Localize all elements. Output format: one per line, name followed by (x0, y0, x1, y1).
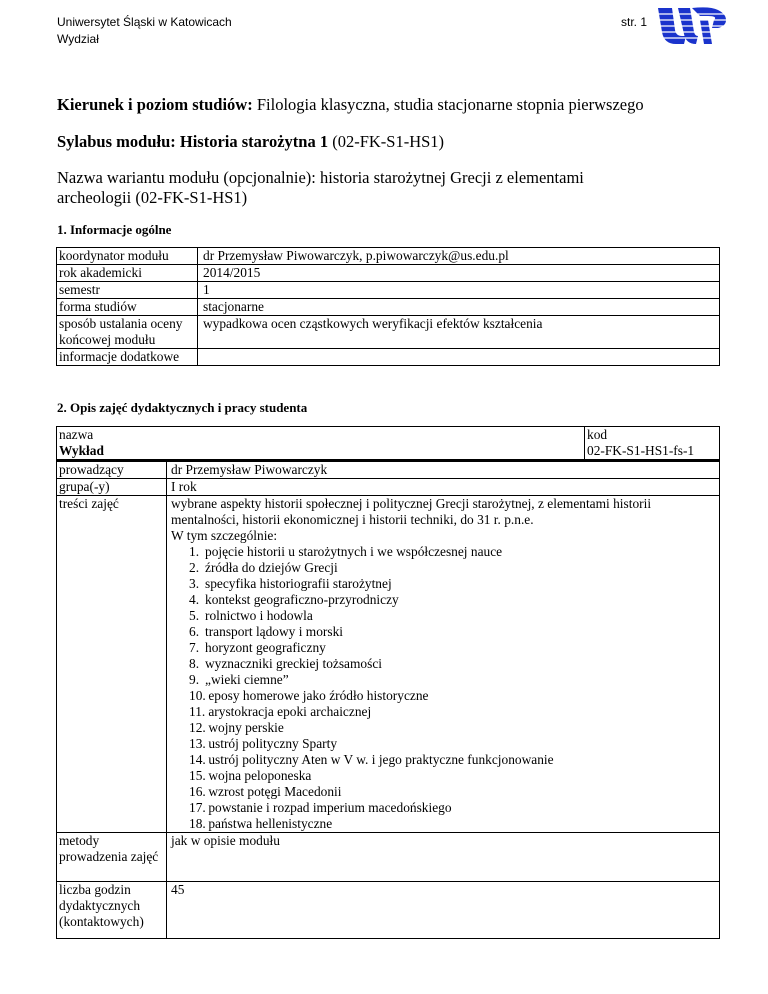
list-item: 14. ustrój polityczny Aten w V w. i jego praktyczne funkcjonowanie (189, 752, 554, 767)
table-row (57, 882, 720, 939)
methods-value: jak w opisie modułu (167, 833, 720, 882)
content-value (167, 496, 720, 833)
course-description-table (56, 426, 720, 939)
faculty-name: Wydział (57, 32, 99, 46)
row-value: 1 (198, 282, 720, 299)
list-item: 12. wojny perskie (189, 720, 284, 735)
list-item: 8. wyznaczniki greckiej tożsamości (189, 656, 382, 671)
list-item: 10. eposy homerowe jako źródło historyczne (189, 688, 429, 703)
page-header-left (57, 14, 232, 48)
row-value: dr Przemysław Piwowarczyk, p.piwowarczyk@us.edu.pl (198, 248, 720, 265)
course-name-value: Wykład (59, 443, 104, 458)
course-name-cell (57, 427, 585, 461)
course-code-cell (585, 427, 720, 461)
course-code-value: 02-FK-S1-HS1-fs-1 (587, 443, 695, 458)
list-item: 3. specyfika historiografii starożytnej (189, 576, 392, 591)
table-row (57, 496, 720, 833)
row-key: rok akademicki (57, 265, 198, 282)
general-info-table (56, 247, 720, 366)
list-item: 1. pojęcie historii u starożytnych i we współczesnej nauce (189, 544, 503, 559)
course-name-label: nazwa (59, 427, 94, 442)
row-value: 2014/2015 (198, 265, 720, 282)
table-row (57, 299, 720, 316)
content-label: treści zajęć (57, 496, 167, 833)
list-item: 11. arystokracja epoki archaicznej (189, 704, 372, 719)
table-row (57, 479, 720, 496)
study-field-line: Kierunek i poziom studiów: Filologia klasyczna, studia stacjonarne stopnia pierwszego (57, 95, 644, 114)
row-value: wypadkowa ocen cząstkowych weryfikacji efektów kształcenia (198, 316, 720, 349)
row-key: sposób ustalania oceny końcowej modułu (57, 316, 198, 349)
methods-label: metody prowadzenia zajęć (57, 833, 167, 882)
table-row (57, 349, 720, 366)
row-key: informacje dodatkowe (57, 349, 198, 366)
row-key: semestr (57, 282, 198, 299)
university-name: Uniwersytet Śląski w Katowicach (57, 15, 232, 29)
university-logo-icon (656, 6, 728, 48)
variant-name-line-1: Nazwa wariantu modułu (opcjonalnie): historia starożytnej Grecji z elementami (57, 168, 584, 187)
group-value: I rok (167, 479, 720, 496)
content-intro: wybrane aspekty historii społecznej i politycznej Grecji starożytnej, z elementami historii mentalności, historii ekonomicznej i historii techniki, do 31 r. p.n.e. (171, 496, 652, 527)
list-item: 5. rolnictwo i hodowla (189, 608, 313, 623)
table-row (57, 427, 720, 461)
hours-value: 45 (167, 882, 720, 939)
group-label: grupa(-y) (57, 479, 167, 496)
page-number: str. 1 (621, 15, 648, 29)
list-item: 15. wojna peloponeska (189, 768, 312, 783)
table-row (57, 248, 720, 265)
list-item: 13. ustrój polityczny Sparty (189, 736, 338, 751)
list-item: 16. wzrost potęgi Macedonii (189, 784, 342, 799)
course-code-label: kod (587, 427, 608, 442)
list-item: 2. źródła do dziejów Grecji (189, 560, 338, 575)
list-item: 9. „wieki ciemne” (189, 672, 289, 687)
content-sub: W tym szczególnie: (171, 528, 278, 543)
module-syllabus-line: Sylabus modułu: Historia starożytna 1 (02-FK-S1-HS1) (57, 132, 445, 151)
list-item: 7. horyzont geograficzny (189, 640, 326, 655)
hours-label: liczba godzin dydaktycznych (kontaktowych) (57, 882, 167, 939)
table-row (57, 833, 720, 882)
table-row (57, 265, 720, 282)
lecturer-label: prowadzący (57, 461, 167, 479)
variant-name-line-2: archeologii (02-FK-S1-HS1) (57, 188, 248, 207)
row-value (198, 349, 720, 366)
row-key: koordynator modułu (57, 248, 198, 265)
list-item: 18. państwa hellenistyczne (189, 816, 333, 831)
topics-list (171, 544, 717, 832)
list-item: 6. transport lądowy i morski (189, 624, 343, 639)
row-key: forma studiów (57, 299, 198, 316)
section-2-title: 2. Opis zajęć dydaktycznych i pracy studenta (57, 400, 308, 415)
table-row (57, 282, 720, 299)
lecturer-value: dr Przemysław Piwowarczyk (167, 461, 720, 479)
table-row (57, 461, 720, 479)
row-value: stacjonarne (198, 299, 720, 316)
list-item: 17. powstanie i rozpad imperium macedońskiego (189, 800, 452, 815)
list-item: 4. kontekst geograficzno-przyrodniczy (189, 592, 399, 607)
table-row (57, 316, 720, 349)
section-1-title: 1. Informacje ogólne (57, 222, 172, 237)
